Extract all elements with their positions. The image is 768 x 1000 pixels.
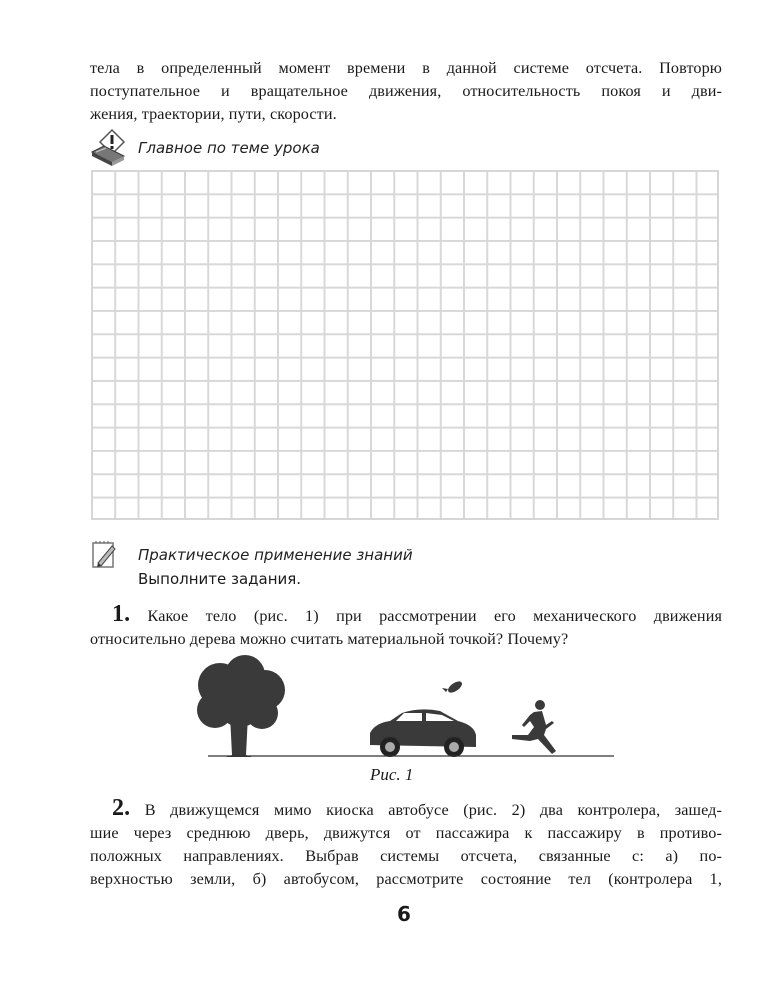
task-1 [90,603,722,651]
writing-grid[interactable] [91,170,719,520]
task-2-number: 2. [112,795,131,821]
summary-section-header [90,128,320,168]
task-2-line [90,797,722,822]
practice-instruction: Выполните задания. [138,570,302,588]
figure-1 [190,655,620,765]
car-illustration [370,709,476,757]
summary-section-title: Главное по теме урока [138,139,320,157]
figure-1-caption: Рис. 1 [370,765,414,784]
practice-section-title: Практическое применение знаний [138,546,413,564]
bird-illustration [442,679,464,695]
intro-line: жения, траектории, пути, скорости. [90,105,337,123]
intro-line: поступательное и вращательное движения, относительность покоя и дви- [90,82,722,100]
task-2-text: В движущемся мимо киоска автобусе (рис. 2) два контролера, зашед- [144,801,722,819]
book-exclamation-icon [90,128,130,168]
intro-paragraph [90,57,722,126]
task-2-line: положных направлениях. Выбрав системы отсчета, связанные с: а) по- [90,847,722,865]
task-1-number: 1. [112,601,131,627]
notepad-pencil-icon [90,540,118,570]
task-2-line: верхностью земли, б) автобусом, рассмотрите состояние тел (контролера 1, [90,870,722,888]
task-1-line: относительно дерева можно считать материальной точкой? Почему? [90,630,569,648]
task-1-text: Какое тело (рис. 1) при рассмотрении его механического движения [147,607,722,625]
page-number: 6 [397,902,411,926]
tree-illustration [197,655,285,757]
practice-section-header [90,540,413,570]
task-2-line: шие через среднюю дверь, движутся от пассажира к пассажиру в противо- [90,824,722,842]
runner-illustration [512,700,556,754]
intro-line: тела в определенный момент времени в данной системе отсчета. Повторю [90,59,722,77]
task-2 [90,797,722,891]
task-1-line [90,603,722,628]
